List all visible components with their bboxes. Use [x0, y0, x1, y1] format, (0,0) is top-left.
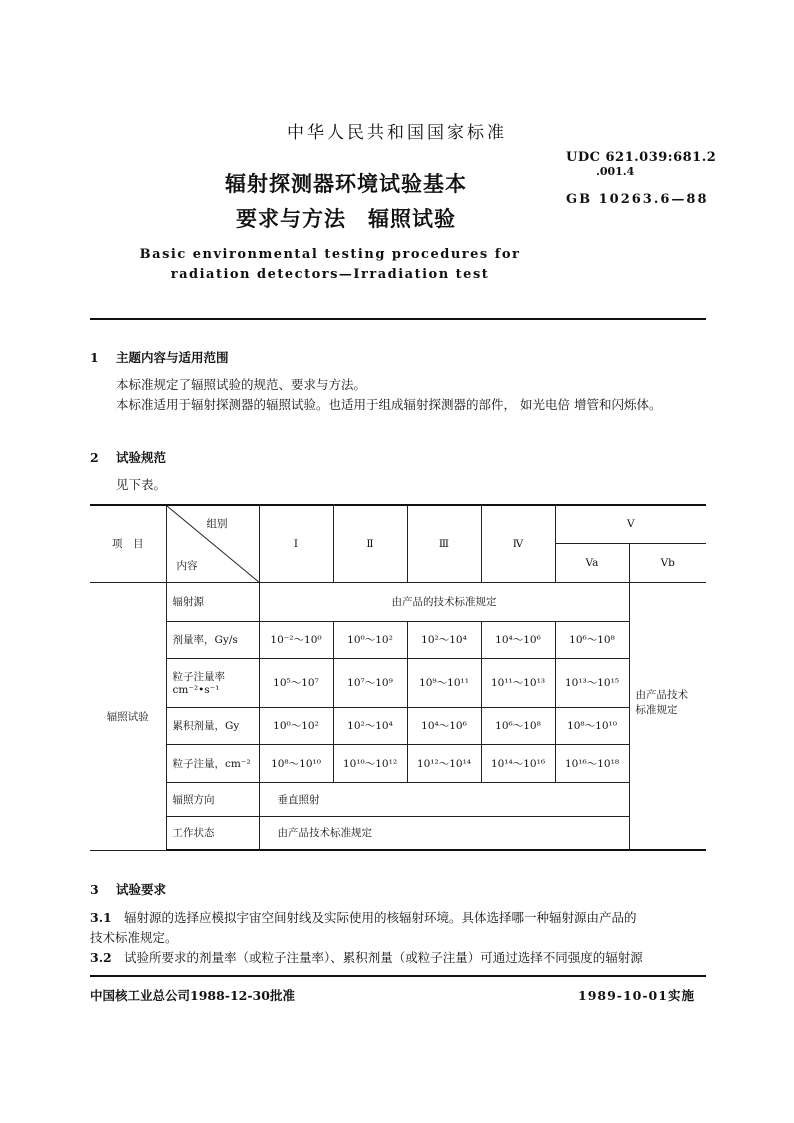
row-label-particle-fluence-rate — [166, 658, 259, 707]
fluence-ii: 10¹⁰～10¹² — [333, 744, 407, 782]
section-3-2-paragraph — [90, 948, 706, 968]
header-group-label: 组别 — [206, 518, 228, 530]
particle-fluence-rate-label: 粒子注量率 — [172, 671, 225, 683]
dose-rate-i: 10⁻²～10⁰ — [259, 621, 333, 658]
section-3-1-paragraph — [90, 908, 706, 928]
implementation-date: 1989-10-01实施 — [578, 988, 695, 1003]
dose-rate-iii: 10²～10⁴ — [407, 621, 481, 658]
section-3-heading — [90, 880, 166, 898]
group-header-2: Ⅱ — [333, 505, 407, 582]
section-1-paragraph-1: 本标准规定了辐照试验的规范、要求与方法。 — [116, 377, 367, 392]
fluence-iii: 10¹²～10¹⁴ — [407, 744, 481, 782]
vb-value-line2: 标准规定 — [635, 703, 678, 716]
vb-blank-cell — [629, 816, 706, 850]
row-group-label: 辐照试验 — [90, 582, 166, 850]
section-2-heading — [90, 448, 166, 466]
fluence-va: 10¹⁶～10¹⁸ — [555, 744, 629, 782]
section-title: 主题内容与适用范围 — [116, 350, 229, 365]
gb-number: GB 10263.6—88 — [566, 192, 709, 207]
dose-rate-ii: 10⁰～10² — [333, 621, 407, 658]
vb-value-cell — [629, 621, 706, 782]
udc-code: UDC 621.039:681.2 — [566, 150, 717, 165]
footer-rule — [90, 975, 706, 977]
irradiation-direction-value: 垂直照射 — [259, 782, 629, 816]
document-title-line2: 要求与方法 辐照试验 — [236, 206, 456, 231]
fluence-rate-va: 10¹³～10¹⁵ — [555, 658, 629, 707]
row-label-working-state: 工作状态 — [166, 816, 259, 850]
subgroup-header-vb: Vb — [629, 543, 706, 582]
fluence-rate-i: 10⁵～10⁷ — [259, 658, 333, 707]
working-state-value: 由产品技术标准规定 — [259, 816, 629, 850]
fluence-i: 10⁸～10¹⁰ — [259, 744, 333, 782]
row-label-dose-rate: 剂量率，Gy/s — [166, 621, 259, 658]
group-header-3: Ⅲ — [407, 505, 481, 582]
header-content-label: 内容 — [176, 560, 198, 572]
radiation-source-value: 由产品的技术标准规定 — [259, 582, 629, 621]
accumulated-dose-iii: 10⁴～10⁶ — [407, 707, 481, 744]
group-header-5: V — [555, 505, 706, 543]
section-2-paragraph: 见下表。 — [116, 477, 167, 492]
accumulated-dose-ii: 10²～10⁴ — [333, 707, 407, 744]
section-title: 试验要求 — [116, 882, 167, 897]
clause-number: 3.2 — [90, 950, 112, 965]
section-1-heading — [90, 348, 229, 366]
header-rule — [90, 318, 706, 320]
header-item-cell — [90, 505, 166, 582]
row-label-particle-fluence: 粒子注量，cm⁻² — [166, 744, 259, 782]
header-diagonal-cell — [166, 505, 259, 582]
accumulated-dose-iv: 10⁶～10⁸ — [481, 707, 555, 744]
fluence-rate-ii: 10⁷～10⁹ — [333, 658, 407, 707]
section-number: 2 — [90, 450, 99, 465]
particle-fluence-rate-unit: cm⁻²•s⁻¹ — [172, 684, 220, 696]
standard-name: 中华人民共和国国家标准 — [287, 123, 507, 143]
english-title-line2: radiation detectors—Irradiation test — [170, 267, 490, 282]
subgroup-header-va: Va — [555, 543, 629, 582]
clause-text: 试验所要求的剂量率（或粒子注量率）、累积剂量（或粒子注量）可通过选择不同强度的辐射源 — [124, 950, 643, 965]
row-label-accumulated-dose: 累积剂量，Gy — [166, 707, 259, 744]
clause-number: 3.1 — [90, 910, 112, 925]
section-number: 3 — [90, 882, 99, 897]
fluence-rate-iv: 10¹¹～10¹³ — [481, 658, 555, 707]
row-label-irradiation-direction: 辐照方向 — [166, 782, 259, 816]
section-1-paragraph-2: 本标准适用于辐射探测器的辐照试验。也适用于组成辐射探测器的部件， 如光电倍 增管和闪烁体。 — [116, 397, 662, 412]
section-number: 1 — [90, 350, 99, 365]
section-3-1-continuation: 技术标准规定。 — [90, 930, 178, 945]
dose-rate-va: 10⁶～10⁸ — [555, 621, 629, 658]
fluence-rate-iii: 10⁹～10¹¹ — [407, 658, 481, 707]
vb-blank-cell — [629, 582, 706, 621]
header-item-label: 项 目 — [112, 538, 144, 551]
accumulated-dose-va: 10⁸～10¹⁰ — [555, 707, 629, 744]
approval-note: 中国核工业总公司1988-12-30批准 — [90, 988, 295, 1003]
section-title: 试验规范 — [116, 450, 167, 465]
dose-rate-iv: 10⁴～10⁶ — [481, 621, 555, 658]
clause-text: 辐射源的选择应模拟宇宙空间射线及实际使用的核辐射环境。具体选择哪一种辐射源由产品的 — [124, 910, 637, 925]
vb-value-line1: 由产品技术 — [635, 688, 688, 701]
fluence-iv: 10¹⁴～10¹⁶ — [481, 744, 555, 782]
udc-code-continuation: .001.4 — [596, 165, 635, 178]
group-header-1: I — [259, 505, 333, 582]
irradiation-spec-table — [90, 504, 706, 851]
document-title-line1: 辐射探测器环境试验基本 — [225, 171, 467, 196]
vb-blank-cell — [629, 782, 706, 816]
accumulated-dose-i: 10⁰～10² — [259, 707, 333, 744]
group-header-4: Ⅳ — [481, 505, 555, 582]
english-title-line1: Basic environmental testing procedures for — [139, 247, 521, 262]
row-label-radiation-source: 辐射源 — [166, 582, 259, 621]
